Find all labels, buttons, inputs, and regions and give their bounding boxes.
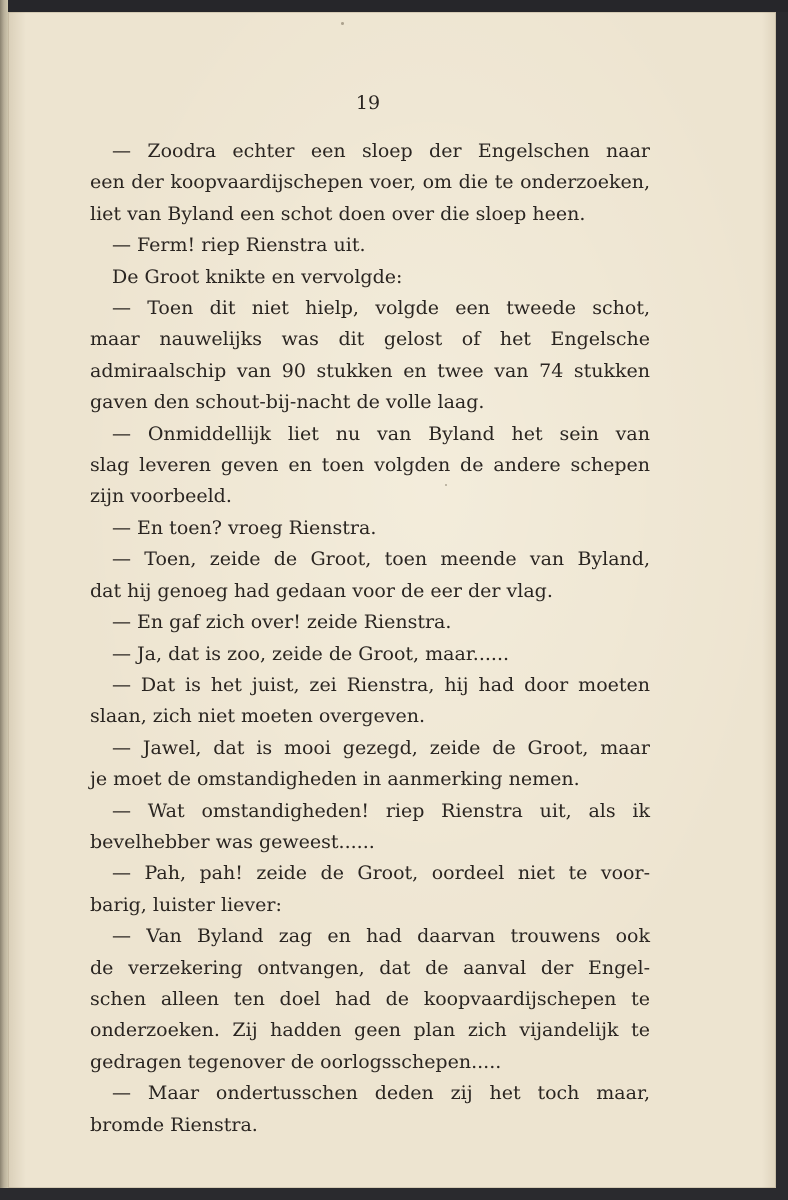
book-spine-edge [0,0,8,1200]
text-line: gedragen tegenover de oorlogsschepen..... [90,1050,502,1073]
text-line: — Ferm! riep Rienstra uit. [112,234,366,257]
text-line: — Onmiddellijk liet nu van Byland het sein van [112,422,650,445]
body-text [90,136,650,1141]
text-line: zijn voorbeeld. [90,485,232,508]
text-line: bromde Rienstra. [90,1113,258,1136]
text-line: de verzekering ontvangen, dat de aanval der Engel- [90,956,650,979]
text-line: — Van Byland zag en had daarvan trouwens ook [112,925,650,948]
page-number: 19 [355,92,381,114]
text-line: — Toen dit niet hielp, volgde een tweede schot, [112,297,650,320]
text-line: bevelhebber was geweest...... [90,830,375,853]
text-line: slag leveren geven en toen volgden de andere schepen [90,454,650,477]
text-line: je moet de omstandigheden in aanmerking nemen. [90,768,580,791]
scan-background-top [0,0,788,12]
text-line: — Zoodra echter een sloep der Engelschen naar [112,140,650,162]
text-line: een der koopvaardijschepen voer, om die te onderzoeken, [90,171,650,194]
text-line: — Ja, dat is zoo, zeide de Groot, maar...... [112,642,510,665]
text-line: dat hij genoeg had gedaan voor de eer der vlag. [90,579,553,602]
text-line: liet van Byland een schot doen over die sloep heen. [90,202,586,225]
text-line: gaven den schout-bij-nacht de volle laag. [90,391,485,414]
scan-background-bottom [0,1188,788,1200]
scan-background-right [776,12,788,1188]
book-page [8,12,776,1188]
text-line: barig, luister liever: [90,893,282,916]
text-line: — Jawel, dat is mooi gezegd, zeide de Groot, maar [112,736,650,759]
text-line: — Pah, pah! zeide de Groot, oordeel niet te voor- [112,862,650,885]
paper-speck [341,22,344,25]
text-line: slaan, zich niet moeten overgeven. [90,705,426,728]
text-line: maar nauwelijks was dit gelost of het Engelsche [90,328,650,351]
text-line: — Dat is het juist, zei Rienstra, hij had door moeten [112,673,650,696]
text-line: schen alleen ten doel had de koopvaardijschepen te [90,987,650,1010]
text-line: — En gaf zich over! zeide Rienstra. [112,611,452,634]
text-line: De Groot knikte en vervolgde: [112,265,403,288]
text-line: — Toen, zeide de Groot, toen meende van Byland, [112,548,650,571]
text-line: admiraalschip van 90 stukken en twee van 74 stukken [90,359,650,382]
text-line: — En toen? vroeg Rienstra. [112,516,377,539]
text-line: onderzoeken. Zij hadden geen plan zich vijandelijk te [90,1019,650,1042]
text-line: — Wat omstandigheden! riep Rienstra uit, als ik [112,799,650,822]
text-line: — Maar ondertusschen deden zij het toch maar, [112,1082,650,1105]
